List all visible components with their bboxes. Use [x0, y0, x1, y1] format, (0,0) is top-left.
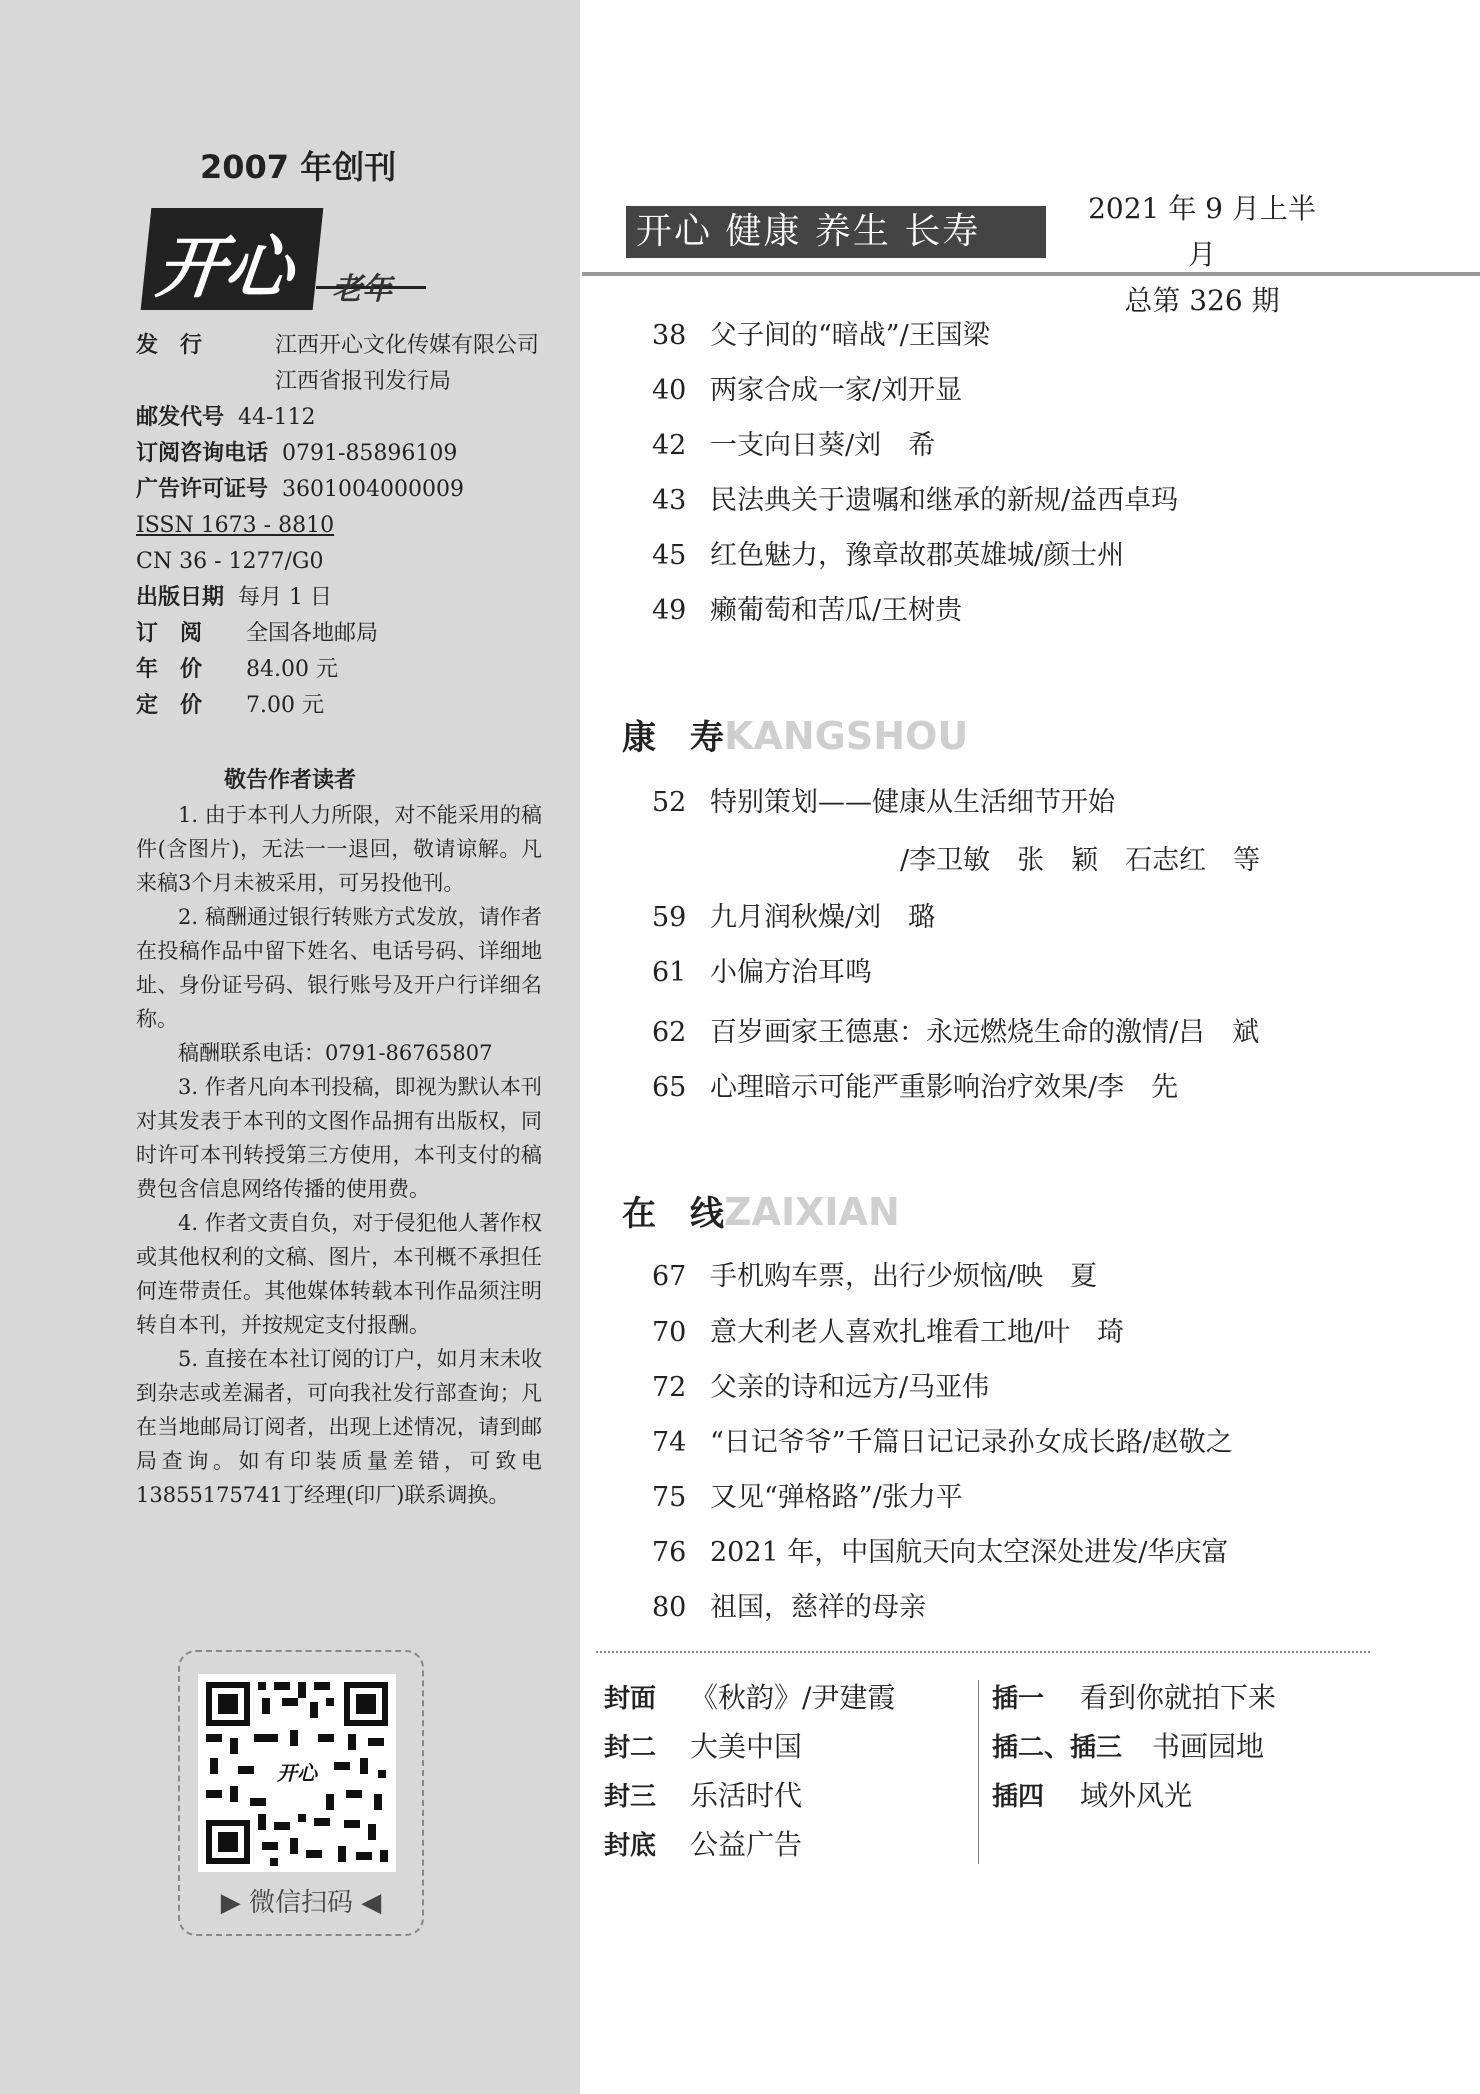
- toc-title: 红色魅力，豫章故郡英雄城/颜士州: [710, 540, 1125, 571]
- toc-item[interactable]: [652, 588, 962, 627]
- toc-title: 小偏方治耳鸣: [710, 957, 872, 988]
- toc-page: 61: [652, 957, 687, 988]
- cover-credit-value: 《秋韵》/尹建霞: [690, 1681, 896, 1714]
- cover-credit-row: [992, 1676, 1276, 1725]
- info-label: 年 价: [136, 657, 203, 682]
- issue-number: 总第 326 期: [1124, 284, 1280, 317]
- section-heading-kangshou: [622, 710, 968, 759]
- info-row: [136, 652, 566, 688]
- slogan-banner: 开心 健康 养生 长寿: [626, 206, 1046, 258]
- qr-logo: 开心: [277, 1761, 317, 1785]
- cover-credit-key: 插一: [992, 1684, 1045, 1714]
- cover-credit-row: [992, 1725, 1276, 1774]
- toc-item[interactable]: [652, 950, 872, 989]
- logo-subtitle: 老年: [332, 272, 392, 307]
- toc-title: 意大利老人喜欢扎堆看工地/叶 琦: [710, 1317, 1125, 1348]
- toc-page: 38: [652, 320, 687, 351]
- issn-value: ISSN 1673 - 8810: [136, 513, 335, 538]
- cover-credit-row: [604, 1823, 895, 1872]
- toc-item[interactable]: [652, 1585, 926, 1624]
- toc-title: “日记爷爷”千篇日记记录孙女成长路/赵敬之: [710, 1427, 1233, 1458]
- toc-item[interactable]: [652, 478, 1178, 517]
- cover-credit-value: 看到你就拍下来: [1080, 1681, 1277, 1714]
- toc-item-authors: [900, 838, 1260, 877]
- info-row: [136, 544, 566, 580]
- info-label: 邮发代号: [136, 405, 225, 430]
- cn-value: CN 36 - 1277/G0: [136, 549, 324, 574]
- toc-item[interactable]: [652, 1530, 1228, 1569]
- wechat-scan-label: ▶ 微信扫码 ◀: [220, 1888, 382, 1918]
- toc-page: 67: [652, 1261, 687, 1292]
- section-title-en: ZAIXIAN: [724, 1190, 900, 1234]
- info-value: 江西省报刊发行局: [275, 369, 452, 394]
- toc-page: 75: [652, 1482, 687, 1513]
- toc-item[interactable]: [652, 1254, 1097, 1293]
- toc-item[interactable]: [652, 1310, 1124, 1349]
- issue-info: [1082, 186, 1322, 324]
- toc-title: 九月润秋燥/刘 璐: [710, 902, 936, 933]
- cover-credit-row: [992, 1774, 1276, 1823]
- cover-credit-row: [604, 1725, 895, 1774]
- toc-page: 42: [652, 430, 687, 461]
- notice-paragraph: 稿酬联系电话：0791-86765807: [178, 1041, 493, 1065]
- toc-item[interactable]: [652, 533, 1124, 572]
- toc-page: 76: [652, 1537, 687, 1568]
- toc-title: 父子间的“暗战”/王国梁: [710, 320, 990, 351]
- toc-item[interactable]: [652, 1475, 963, 1514]
- cover-credit-key: 封底: [604, 1831, 657, 1861]
- publication-info: [136, 328, 566, 724]
- toc-item[interactable]: [652, 1365, 989, 1404]
- magazine-logo: [146, 208, 426, 312]
- toc-title: 父亲的诗和远方/马亚伟: [710, 1372, 990, 1403]
- cover-credit-key: 插二、插三: [992, 1733, 1123, 1763]
- info-label: [136, 364, 261, 400]
- info-row: [136, 328, 566, 364]
- logo-mark: 开心: [141, 208, 324, 310]
- toc-title: 2021 年，中国航天向太空深处进发/华庆富: [710, 1537, 1229, 1568]
- credits-separator: [978, 1680, 979, 1864]
- toc-item[interactable]: [652, 368, 962, 407]
- toc-item[interactable]: [652, 313, 990, 352]
- info-value: 84.00 元: [246, 657, 338, 682]
- info-row: [136, 688, 566, 724]
- cover-credit-row: [604, 1676, 895, 1725]
- info-row: [136, 400, 566, 436]
- left-sidebar: [0, 0, 580, 2094]
- toc-title: 心理暗示可能严重影响治疗效果/李 先: [710, 1072, 1179, 1103]
- info-value: 江西开心文化传媒有限公司: [275, 333, 540, 358]
- toc-page: 52: [652, 787, 687, 818]
- founded-year: 2007 年创刊: [200, 148, 397, 186]
- toc-page: 59: [652, 902, 687, 933]
- notice-paragraph: 5. 直接在本社订阅的订户，如月末未收到杂志或差漏者，可向我社发行部查询；凡在当地邮局订阅者，出现上述情况，请到邮局查询。如有印装质量差错，可致电13855175741丁经理(印厂)联系调换。: [136, 1347, 542, 1507]
- notice-paragraph: 2. 稿酬通过银行转账方式发放，请作者在投稿作品中留下姓名、电话号码、详细地址、身份证号码、银行账号及开户行详细名称。: [136, 905, 542, 1031]
- info-label: 定 价: [136, 693, 203, 718]
- notice-paragraph: 3. 作者凡向本刊投稿，即视为默认本刊对其发表于本刊的文图作品拥有出版权，同时许可本刊转授第三方使用，本刊支付的稿费包含信息网络传播的使用费。: [136, 1075, 542, 1201]
- info-value: 每月 1 日: [238, 585, 332, 610]
- info-label: 出版日期: [136, 585, 225, 610]
- info-value: 全国各地邮局: [246, 621, 379, 646]
- qr-code-panel: [178, 1650, 424, 1936]
- cover-credit-key: 插四: [992, 1782, 1045, 1812]
- info-label: 广告许可证号: [136, 477, 269, 502]
- info-value: 44-112: [238, 405, 316, 430]
- toc-page: 80: [652, 1592, 687, 1623]
- info-row: [136, 364, 566, 400]
- cover-credit-value: 公益广告: [690, 1828, 803, 1861]
- info-label: 发 行: [136, 333, 203, 358]
- cover-credit-key: 封三: [604, 1782, 657, 1812]
- toc-item[interactable]: [652, 1065, 1178, 1104]
- info-label: 订 阅: [136, 621, 203, 646]
- cover-credit-value: 书画园地: [1152, 1730, 1265, 1763]
- info-row: [136, 472, 566, 508]
- cover-credit-row: [604, 1774, 895, 1823]
- qr-code-icon[interactable]: [198, 1674, 396, 1872]
- toc-title: 癞葡萄和苦瓜/王树贵: [710, 595, 963, 626]
- toc-title: 百岁画家王德惠：永远燃烧生命的激情/吕 斌: [710, 1017, 1260, 1048]
- cover-credit-key: 封二: [604, 1733, 657, 1763]
- toc-title: /李卫敏 张 颖 石志红 等: [900, 845, 1261, 876]
- info-row: [136, 616, 566, 652]
- header-divider: [582, 272, 1480, 276]
- info-value: 0791-85896109: [282, 441, 458, 466]
- toc-page: 62: [652, 1017, 687, 1048]
- cover-credits-right: [992, 1676, 1276, 1823]
- toc-item[interactable]: [652, 1420, 1233, 1459]
- info-label: 订阅咨询电话: [136, 441, 269, 466]
- section-title-cn: 康 寿: [622, 718, 724, 758]
- notice-paragraph: 1. 由于本刊人力所限，对不能采用的稿件(含图片)，无法一一退回，敬请谅解。凡来稿3个月未被采用，可另投他刊。: [136, 803, 542, 895]
- info-value: 7.00 元: [246, 693, 324, 718]
- info-row: [136, 436, 566, 472]
- issue-date: 2021 年 9 月上半月: [1088, 192, 1316, 271]
- cover-credit-value: 大美中国: [690, 1730, 803, 1763]
- toc-item[interactable]: [652, 780, 1115, 819]
- cover-credit-key: 封面: [604, 1684, 657, 1714]
- toc-page: 49: [652, 595, 687, 626]
- notice-paragraph: 4. 作者文责自负，对于侵犯他人著作权或其他权利的文稿、图片，本刊概不承担任何连带责任。其他媒体转载本刊作品须注明转自本刊，并按规定支付报酬。: [136, 1211, 542, 1337]
- cover-credit-value: 域外风光: [1080, 1779, 1193, 1812]
- toc-page: 40: [652, 375, 687, 406]
- toc-title: 又见“弹格路”/张力平: [710, 1482, 963, 1513]
- toc-title: 两家合成一家/刘开显: [710, 375, 963, 406]
- dotted-divider: [596, 1651, 1370, 1653]
- toc-page: 72: [652, 1372, 687, 1403]
- section-title-cn: 在 线: [622, 1194, 724, 1234]
- toc-page: 74: [652, 1427, 687, 1458]
- info-value: 3601004000009: [282, 477, 464, 502]
- toc-title: 祖国，慈祥的母亲: [710, 1592, 926, 1623]
- info-row: [136, 580, 566, 616]
- toc-title: 民法典关于遗嘱和继承的新规/益西卓玛: [710, 485, 1179, 516]
- toc-page: 65: [652, 1072, 687, 1103]
- toc-page: 70: [652, 1317, 687, 1348]
- toc-item[interactable]: [652, 423, 935, 462]
- cover-credit-value: 乐活时代: [690, 1779, 803, 1812]
- notice-title: 敬告作者读者: [223, 768, 356, 793]
- toc-title: 特别策划——健康从生活细节开始: [710, 787, 1115, 818]
- toc-page: 45: [652, 540, 687, 571]
- section-title-en: KANGSHOU: [724, 714, 969, 758]
- info-row: [136, 508, 566, 544]
- section-heading-zaixian: [622, 1186, 900, 1235]
- toc-title: 一支向日葵/刘 希: [710, 430, 936, 461]
- toc-item[interactable]: [652, 1010, 1259, 1049]
- cover-credits-left: [604, 1676, 895, 1872]
- notice-body: [136, 798, 542, 1512]
- toc-title: 手机购车票，出行少烦恼/映 夏: [710, 1261, 1098, 1292]
- toc-page: 43: [652, 485, 687, 516]
- toc-item[interactable]: [652, 895, 935, 934]
